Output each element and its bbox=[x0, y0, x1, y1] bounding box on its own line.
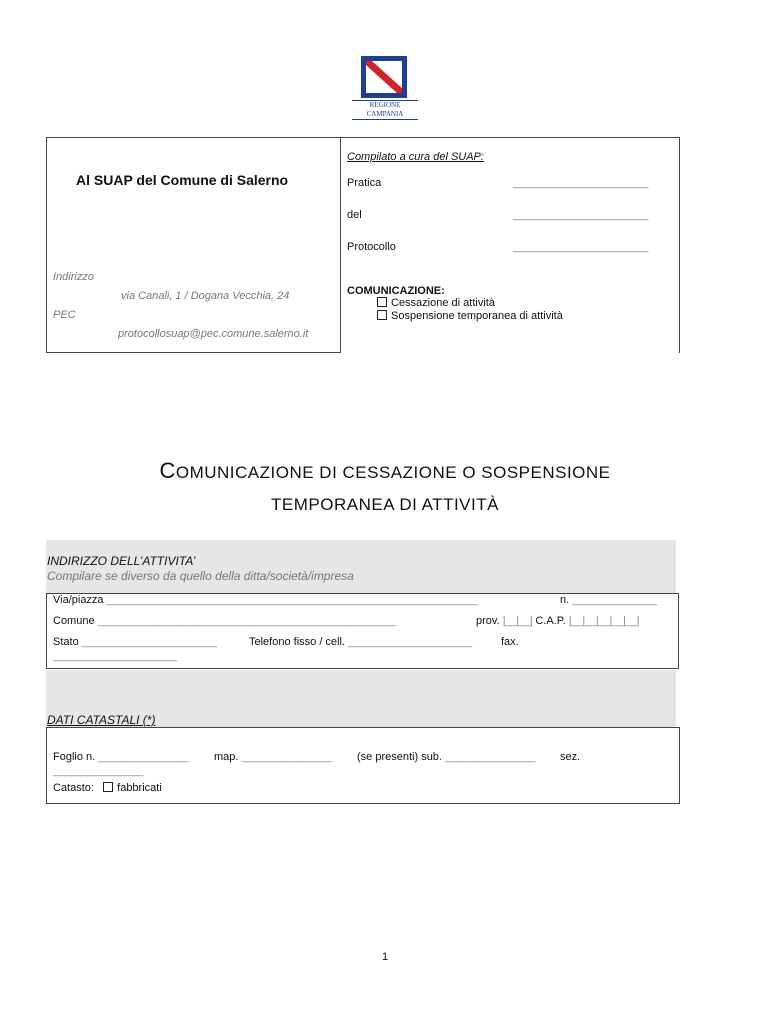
address-section-title: INDIRIZZO DELL’ATTIVITA’ bbox=[47, 554, 196, 568]
telefono-field[interactable]: ______________________ bbox=[348, 636, 472, 648]
fabbricati-label: fabbricati bbox=[117, 782, 162, 794]
document-title bbox=[0, 455, 770, 521]
coat-of-arms-icon bbox=[361, 56, 407, 98]
sez-field[interactable]: ________________ bbox=[53, 765, 143, 777]
pec-value: protocollosuap@pec.comune.salerno.it bbox=[118, 328, 309, 340]
pec-label: PEC bbox=[53, 309, 76, 321]
del-label: del bbox=[347, 209, 362, 221]
n-label: n. bbox=[560, 594, 570, 606]
address-value: via Canali, 1 / Dogana Vecchia, 24 bbox=[121, 290, 290, 302]
cap-field[interactable]: |__|__|__|__|__| bbox=[568, 615, 640, 627]
fax-field[interactable]: ______________________ bbox=[53, 650, 177, 662]
catasto-section-title: DATI CATASTALI (*) bbox=[47, 713, 156, 727]
recipient-title: Al SUAP del Comune di Salerno bbox=[76, 172, 289, 188]
pratica-field[interactable]: ________________________ bbox=[513, 177, 648, 189]
prov-label: prov. bbox=[476, 615, 500, 627]
sub-row bbox=[357, 751, 535, 763]
protocollo-label: Protocollo bbox=[347, 241, 396, 253]
map-row bbox=[214, 751, 331, 763]
option-sospensione[interactable] bbox=[377, 310, 563, 322]
via-field[interactable]: __________________________________________________________________ bbox=[106, 594, 478, 606]
checkbox-icon[interactable] bbox=[377, 297, 387, 307]
prov-field[interactable]: |__|__| bbox=[502, 615, 533, 627]
cap-label: C.A.P. bbox=[535, 615, 566, 627]
map-label: map. bbox=[214, 751, 239, 763]
sub-label: (se presenti) sub. bbox=[357, 751, 442, 763]
regione-campania-logo bbox=[352, 56, 418, 118]
del-field[interactable]: ________________________ bbox=[513, 209, 648, 221]
via-row bbox=[53, 594, 477, 606]
title-line-1: OMUNICAZIONE DI CESSAZIONE O SOSPENSIONE bbox=[175, 463, 611, 482]
civic-number-row bbox=[560, 594, 657, 606]
catasto-label: Catasto: bbox=[53, 782, 94, 794]
option-sospensione-label: Sospensione temporanea di attività bbox=[391, 310, 563, 322]
option-cessazione-label: Cessazione di attività bbox=[391, 297, 495, 309]
pratica-label: Pratica bbox=[347, 177, 382, 189]
map-field[interactable]: ________________ bbox=[241, 751, 332, 763]
checkbox-icon[interactable] bbox=[103, 782, 113, 792]
title-line-2: TEMPORANEA DI ATTIVITÀ bbox=[271, 495, 499, 514]
option-cessazione[interactable] bbox=[377, 297, 495, 309]
stato-row bbox=[53, 636, 217, 648]
telefono-row bbox=[249, 636, 472, 648]
stato-label: Stato bbox=[53, 636, 79, 648]
comune-label: Comune bbox=[53, 615, 95, 627]
stato-field[interactable]: ________________________ bbox=[81, 636, 217, 648]
via-label: Via/piazza bbox=[53, 594, 104, 606]
comune-row bbox=[53, 615, 395, 627]
title-initial: C bbox=[159, 458, 176, 483]
protocollo-field[interactable]: ________________________ bbox=[513, 241, 648, 253]
fax-label: fax. bbox=[501, 636, 519, 648]
compiled-by-label: Compilato a cura del SUAP: bbox=[347, 151, 484, 163]
foglio-field[interactable]: ________________ bbox=[98, 751, 189, 763]
address-label: Indirizzo bbox=[53, 271, 94, 283]
checkbox-icon[interactable] bbox=[377, 310, 387, 320]
n-field[interactable]: _______________ bbox=[572, 594, 657, 606]
telefono-label: Telefono fisso / cell. bbox=[249, 636, 345, 648]
prov-cap-row bbox=[476, 615, 639, 627]
comunicazione-label: COMUNICAZIONE: bbox=[347, 285, 445, 297]
sez-label: sez. bbox=[560, 751, 581, 763]
catasto-row bbox=[53, 782, 162, 794]
sub-field[interactable]: ________________ bbox=[445, 751, 535, 763]
page-number: 1 bbox=[381, 951, 389, 963]
foglio-label: Foglio n. bbox=[53, 751, 96, 763]
address-section-subtitle: Compilare se diverso da quello della ditta/società/impresa bbox=[47, 569, 354, 583]
logo-caption: REGIONE CAMPANIA bbox=[352, 100, 418, 120]
comune-field[interactable]: _____________________________________________________ bbox=[97, 615, 396, 627]
foglio-row bbox=[53, 751, 188, 763]
